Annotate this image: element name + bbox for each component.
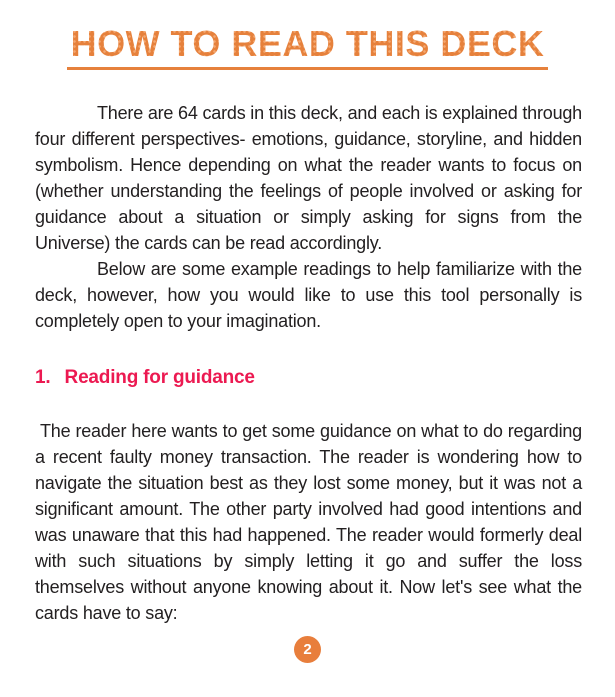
page-title: HOW TO READ THIS DECK <box>67 24 549 70</box>
page-footer <box>0 636 615 663</box>
section-body-paragraph: The reader here wants to get some guidance on what to do regarding a recent faulty money transaction. The reader is wondering how to navigate the situation best as they lost some money, but it was not a significant amount. The other party involved had good intentions and was unaware that this had happened. The reader would formerly deal with such situations by simply letting it go and suffer the loss themselves without anyone knowing about it. Now let's see what the cards have to say: <box>35 421 582 623</box>
section-heading <box>35 366 582 390</box>
section-number: 1. <box>35 367 51 388</box>
section-title: Reading for guidance <box>64 367 255 388</box>
page-content <box>35 100 582 626</box>
page-number-badge: 2 <box>294 636 321 663</box>
intro-paragraph-1: There are 64 cards in this deck, and each is explained through four different perspectives- emotions, guidance, storyline, and hidden symbolism. Hence depending on what the reader wants to focus on (whether understanding the feelings of people involved or asking for guidance about a situation or simply asking for signs from the Universe) the cards can be read accordingly. <box>35 103 582 253</box>
page-header <box>0 24 615 70</box>
intro-paragraph-2: Below are some example readings to help familiarize with the deck, however, how you would like to use this tool personally is completely open to your imagination. <box>35 259 582 331</box>
